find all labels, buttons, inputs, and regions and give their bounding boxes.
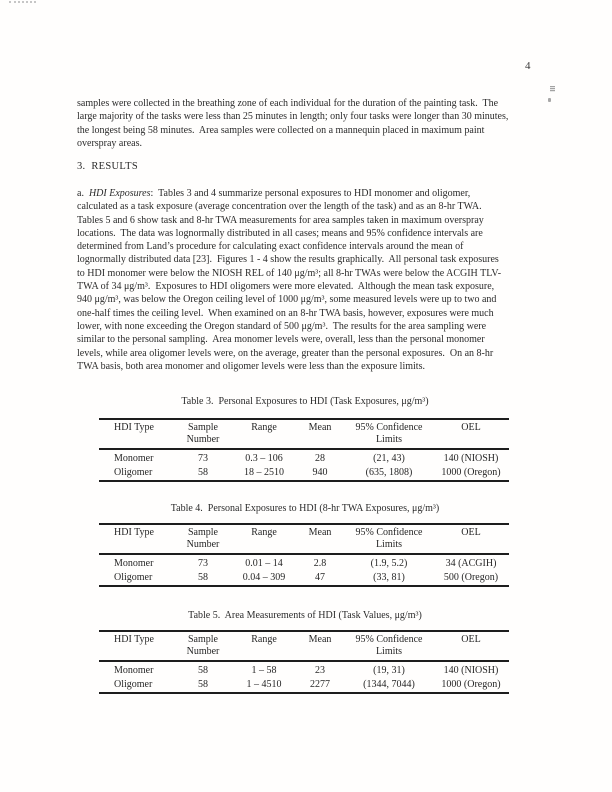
table-cell: 23 [315, 665, 325, 676]
table-header-row [99, 419, 509, 449]
column-header: OEL [433, 631, 509, 661]
table-cell: 34 (ACGIH) [445, 558, 497, 569]
column-header: OEL [433, 524, 509, 554]
table-cell: 140 (NIOSH) [443, 453, 499, 464]
table-row [99, 449, 509, 466]
text-line: lognormally distributed data [23]. Figures 1 - 4 show the results graphically. All personal task exposures [77, 254, 499, 266]
paragraph-sampling [77, 97, 547, 150]
table-row [99, 678, 509, 694]
column-header: HDI Type [99, 419, 173, 449]
table-row [99, 661, 509, 678]
table-cell: Monomer [114, 558, 154, 569]
table-cell: 58 [198, 466, 208, 478]
column-header: 95% Confidence Limits [345, 524, 433, 554]
table-cell: (19, 31) [373, 665, 405, 676]
table-cell: 2277 [310, 678, 330, 690]
table-cell: Oligomer [114, 678, 153, 690]
table5-area-measurements [99, 630, 509, 694]
table-cell: 58 [198, 571, 208, 583]
text-line: TWA basis, both area monomer and oligomer levels were less than the exposure limits. [77, 360, 425, 372]
table-cell: Oligomer [114, 466, 153, 478]
text-line: locations. The data was lognormally distributed in all cases; means and 95% confidence intervals are [77, 227, 483, 239]
table-cell: 0.01 – 14 [245, 558, 283, 569]
list-label: a. [77, 188, 84, 199]
table4-caption: Table 4. Personal Exposures to HDI (8-hr TWA Exposures, μg/m³) [170, 503, 440, 514]
text-line: Tables 5 and 6 show task and 8-hr TWA measurements for area samples taken in maximum overspray [77, 214, 484, 226]
text-line: to HDI monomer were below the NIOSH REL of 140 μg/m³; all 8-hr TWAs were below the ACGIH TLV- [77, 267, 502, 279]
table-cell: 0.3 – 106 [245, 453, 283, 464]
column-header: Range [233, 524, 295, 554]
table3-personal-task-exposures [99, 418, 509, 482]
table-cell: (33, 81) [373, 571, 405, 583]
column-header: HDI Type [99, 631, 173, 661]
text-line: levels, while area oligomer levels were, on the average, greater than the personal exposures. On an 8-hr [77, 347, 494, 359]
table5-caption: Table 5. Area Measurements of HDI (Task Values, μg/m³) [188, 610, 422, 621]
table-cell: 73 [198, 558, 208, 569]
text-line: TWA of 34 μg/m³. Exposures to HDI oligomers were more elevated. Although the mean task exposure, [77, 281, 495, 293]
table-cell: 18 – 2510 [244, 466, 284, 478]
table-cell: Monomer [114, 453, 154, 464]
table-cell: Monomer [114, 665, 154, 676]
table-cell: (1344, 7044) [363, 678, 415, 690]
table-cell: 1000 (Oregon) [441, 678, 501, 690]
column-header: Range [233, 631, 295, 661]
scan-artifact [9, 1, 36, 3]
column-header: Mean [295, 631, 345, 661]
table-cell: 1 – 4510 [246, 678, 282, 690]
table-row [99, 571, 509, 587]
table-cell: (1.9, 5.2) [370, 558, 408, 569]
table-cell: Oligomer [114, 571, 153, 583]
table-cell: 0.04 – 309 [242, 571, 286, 583]
table-cell: 58 [198, 678, 208, 690]
table-cell: 73 [198, 453, 208, 464]
scan-artifact [550, 86, 555, 92]
text-line: large majority of the tasks were less than 25 minutes in length; only four tasks were longer than 30 minutes, [77, 111, 509, 123]
text-line: 940 μg/m³, was below the Oregon ceiling level of 1000 μg/m³, some measured levels were up to two and [77, 294, 497, 306]
table-cell: (635, 1808) [365, 466, 413, 478]
column-header: OEL [433, 419, 509, 449]
table3-caption: Table 3. Personal Exposures to HDI (Task Exposures, μg/m³) [181, 396, 429, 407]
text-line [77, 187, 547, 200]
column-header: Sample Number [173, 419, 233, 449]
text-line: samples were collected in the breathing zone of each individual for the duration of the painting task. The [77, 98, 499, 109]
column-header: Mean [295, 419, 345, 449]
text-line: the longest being 58 minutes. Area samples were collected on a mannequin placed in maximum paint [77, 124, 485, 136]
table-cell: 1 – 58 [251, 665, 277, 676]
text-line: determined from Land’s procedure for calculating exact confidence intervals around the mean of [77, 241, 464, 253]
column-header: Range [233, 419, 295, 449]
table-cell: 58 [198, 665, 208, 676]
text-line: lower, with none exceeding the Oregon standard of 500 μg/m³. The results for the area sampling were [77, 320, 487, 332]
table4-personal-twa-exposures [99, 523, 509, 587]
table-row [99, 554, 509, 571]
column-header: Mean [295, 524, 345, 554]
table-cell: 28 [315, 453, 325, 464]
paragraph-hdi-exposures [77, 187, 547, 373]
text-line: similar to the personal sampling. Area monomer levels were, overall, less than the personal monomer [77, 334, 485, 346]
table-cell: 940 [312, 466, 328, 478]
table-header-row [99, 524, 509, 554]
text-run: : Tables 3 and 4 summarize personal exposures to HDI monomer and oligomer, [150, 188, 471, 199]
column-header: HDI Type [99, 524, 173, 554]
table-row [99, 466, 509, 482]
table-cell: 47 [315, 571, 325, 583]
column-header: Sample Number [173, 524, 233, 554]
text-line: one-half times the ceiling level. When examined on an 8-hr TWA basis, however, exposures were much [77, 307, 494, 319]
subsection-title: HDI Exposures [88, 188, 151, 199]
column-header: Sample Number [173, 631, 233, 661]
results-section-heading: 3. RESULTS [77, 161, 138, 172]
table-cell: 2.8 [313, 558, 327, 569]
page-number: 4 [525, 60, 531, 72]
table-cell: (21, 43) [373, 453, 405, 464]
table-cell: 140 (NIOSH) [443, 665, 499, 676]
text-line: calculated as a task exposure (average concentration over the length of the task) and as an 8-hr TWA. [77, 201, 482, 213]
table-cell: 500 (Oregon) [443, 571, 499, 583]
table-header-row [99, 631, 509, 661]
column-header: 95% Confidence Limits [345, 419, 433, 449]
scan-artifact [548, 98, 551, 102]
text-line: overspray areas. [77, 137, 142, 149]
table-cell: 1000 (Oregon) [441, 466, 501, 478]
column-header: 95% Confidence Limits [345, 631, 433, 661]
